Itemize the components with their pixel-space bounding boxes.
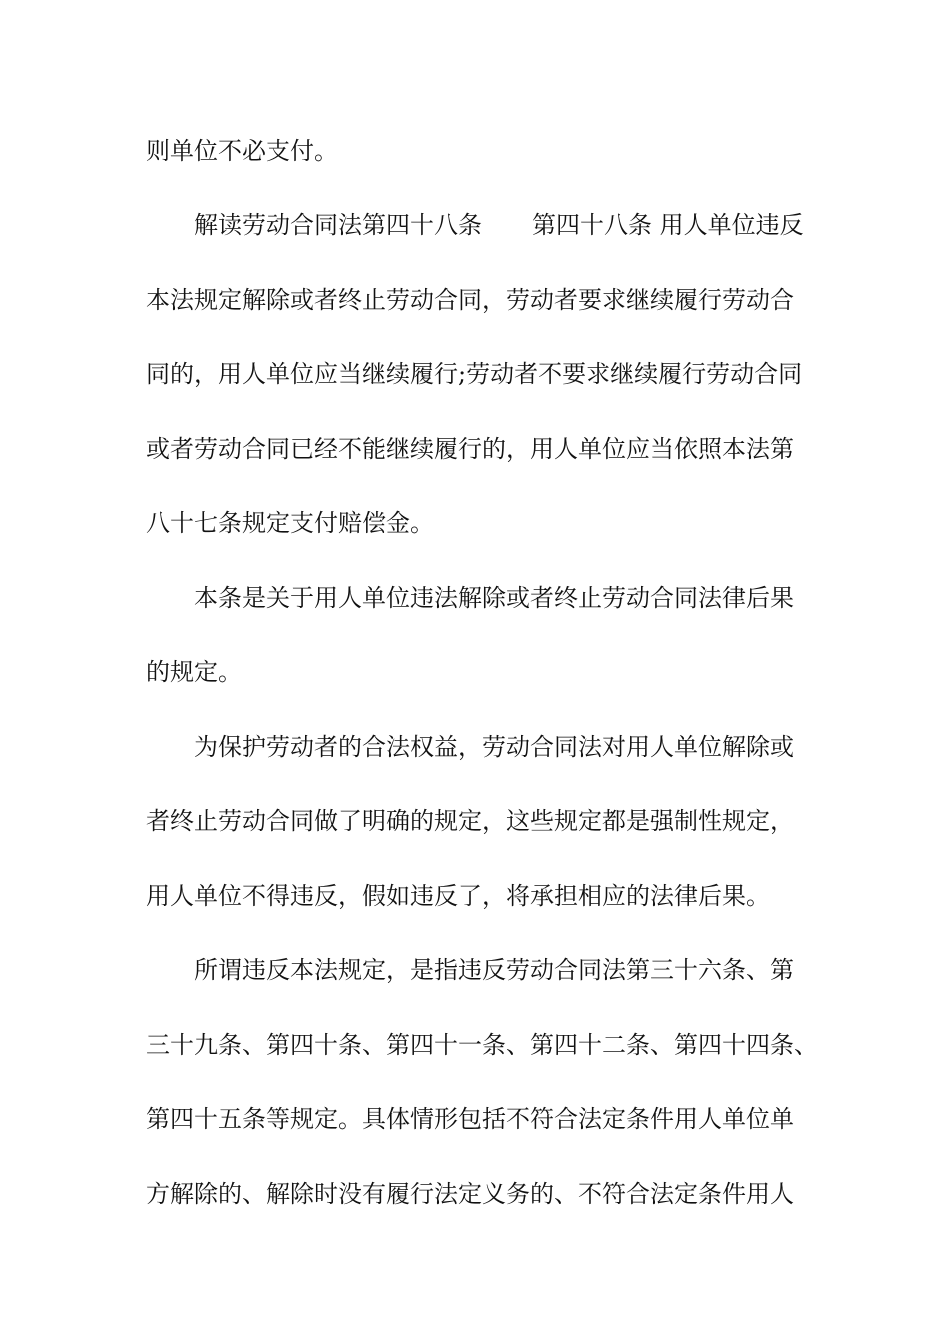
text-line: 同的，用人单位应当继续履行;劳动者不要求继续履行劳动合同 bbox=[146, 360, 803, 388]
article-heading: 解读劳动合同法第四十八条 bbox=[194, 211, 482, 239]
text-line: 第四十五条等规定。具体情形包括不符合法定条件用人单位单 bbox=[146, 1105, 794, 1133]
text-line: 本条是关于用人单位违法解除或者终止劳动合同法律后果 bbox=[194, 584, 794, 612]
text-line: 则单位不必支付。 bbox=[146, 137, 338, 165]
text-line: 用人单位不得违反，假如违反了，将承担相应的法律后果。 bbox=[146, 882, 770, 910]
text-line: 方解除的、解除时没有履行法定义务的、不符合法定条件用人 bbox=[146, 1180, 794, 1208]
text-line: 八十七条规定支付赔偿金。 bbox=[146, 509, 434, 537]
text-line: 三十九条、第四十条、第四十一条、第四十二条、第四十四条、 bbox=[146, 1031, 818, 1059]
text-line: 为保护劳动者的合法权益，劳动合同法对用人单位解除或 bbox=[194, 733, 794, 761]
text-line: 或者劳动合同已经不能继续履行的，用人单位应当依照本法第 bbox=[146, 435, 794, 463]
text-line: 的规定。 bbox=[146, 658, 242, 686]
article-title: 第四十八条 用人单位违反 bbox=[532, 211, 804, 239]
text-line: 所谓违反本法规定，是指违反劳动合同法第三十六条、第 bbox=[194, 956, 794, 984]
text-line bbox=[194, 207, 804, 243]
text-line: 者终止劳动合同做了明确的规定，这些规定都是强制性规定， bbox=[146, 807, 794, 835]
text-line: 本法规定解除或者终止劳动合同，劳动者要求继续履行劳动合 bbox=[146, 286, 794, 314]
